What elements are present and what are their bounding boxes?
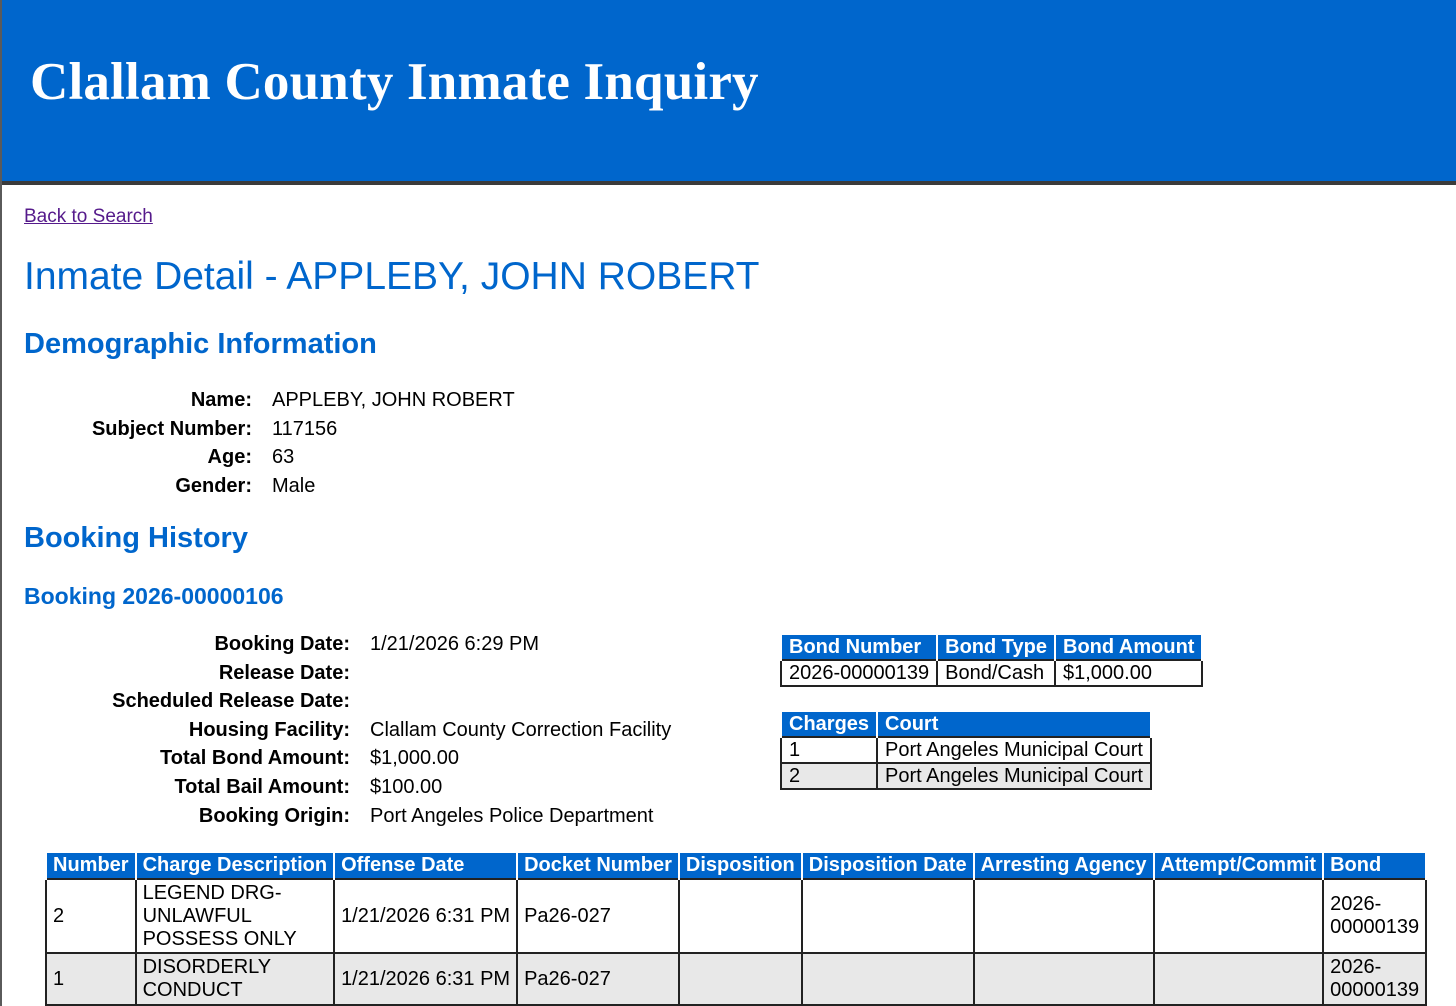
field-value: 117156 [272,417,338,440]
charge-description-cell: DISORDERLY CONDUCT [136,953,334,1005]
charges-table [45,853,1427,1006]
field-value: 1/21/2026 6:29 PM [370,633,540,655]
field-label: Housing Facility: [188,718,350,741]
field-label: Gender: [175,474,252,497]
field-label: Name: [190,389,252,411]
court-table-header-row [781,712,1151,737]
disposition-date-cell [802,879,974,953]
demographic-heading: Demographic Information [24,328,377,360]
field-value: 63 [272,446,295,469]
disposition-cell [679,953,802,1005]
column-header-bond: Bond [1323,853,1426,879]
booking-history-heading: Booking History [24,522,248,554]
bond-table-header-row [781,635,1202,660]
booking-row [24,744,671,773]
charges-table-header-row [46,853,1426,879]
column-header-number: Number [46,853,136,879]
field-label: Scheduled Release Date: [112,690,350,713]
booking-row [24,716,671,745]
disposition-date-cell [802,953,974,1005]
field-label: Subject Number: [91,417,252,440]
demographic-info [24,386,515,500]
booking-row [24,659,671,688]
table-row [781,737,1151,763]
column-header-attempt-commit: Attempt/Commit [1154,853,1324,879]
attempt-commit-cell [1154,879,1324,953]
field-value: Male [272,474,316,497]
demographic-row-subject-number [24,415,515,444]
column-header-disposition: Disposition [679,853,802,879]
column-header-arresting-agency: Arresting Agency [974,853,1154,879]
court-cell: Port Angeles Municipal Court [877,737,1151,763]
field-label: Release Date: [218,661,350,684]
charge-number-cell: 2 [46,879,136,953]
column-header-docket-number: Docket Number [517,853,679,879]
column-header: Bond Number [781,635,937,660]
demographic-row-gender [24,472,515,501]
demographic-row-name [24,386,515,415]
page-title: Inmate Detail - APPLEBY, JOHN ROBERT [24,255,760,298]
bond-cell: 2026- 00000139 [1323,953,1426,1005]
column-header: Charges [781,712,877,737]
offense-date-cell: 1/21/2026 6:31 PM [334,879,517,953]
field-value: Port Angeles Police Department [370,804,654,827]
docket-number-cell: Pa26-027 [517,953,679,1005]
bond-type-cell: Bond/Cash [937,660,1055,686]
column-header-charge-description: Charge Description [136,853,334,879]
booking-title: Booking 2026-00000106 [24,583,284,609]
charge-description-cell: LEGEND DRG- UNLAWFUL POSSESS ONLY [136,879,334,953]
field-value: Clallam County Correction Facility [370,718,672,741]
charge-number-cell: 1 [781,737,877,763]
arresting-agency-cell [974,879,1154,953]
column-header: Bond Amount [1055,635,1202,660]
table-row [781,660,1202,686]
court-table [780,712,1152,790]
column-header: Court [877,712,1151,737]
offense-date-cell: 1/21/2026 6:31 PM [334,953,517,1005]
table-row [46,879,1426,953]
bond-cell: 2026- 00000139 [1323,879,1426,953]
site-header [2,0,1456,185]
field-value: $1,000.00 [370,747,459,770]
column-header: Bond Type [937,635,1055,660]
table-row [781,763,1151,789]
field-label: Booking Date: [214,633,350,655]
column-header-offense-date: Offense Date [334,853,517,879]
court-cell: Port Angeles Municipal Court [877,763,1151,789]
field-label: Total Bail Amount: [174,775,350,798]
demographic-row-age [24,443,515,472]
booking-row [24,802,671,831]
bond-number-cell: 2026-00000139 [781,660,937,686]
disposition-cell [679,879,802,953]
attempt-commit-cell [1154,953,1324,1005]
site-title: Clallam County Inmate Inquiry [30,53,759,111]
back-to-search-link[interactable]: Back to Search [24,206,153,227]
charge-number-cell: 2 [781,763,877,789]
booking-info [24,630,671,830]
table-row [46,953,1426,1005]
booking-row [24,687,671,716]
column-header-disposition-date: Disposition Date [802,853,974,879]
field-label: Total Bond Amount: [160,747,350,770]
booking-row [24,630,671,659]
bond-amount-cell: $1,000.00 [1055,660,1202,686]
booking-row [24,773,671,802]
charge-number-cell: 1 [46,953,136,1005]
docket-number-cell: Pa26-027 [517,879,679,953]
bond-table [780,635,1203,687]
arresting-agency-cell [974,953,1154,1005]
field-value: APPLEBY, JOHN ROBERT [272,389,515,411]
field-label: Booking Origin: [198,804,350,827]
field-label: Age: [207,446,252,469]
field-value: $100.00 [370,775,443,798]
